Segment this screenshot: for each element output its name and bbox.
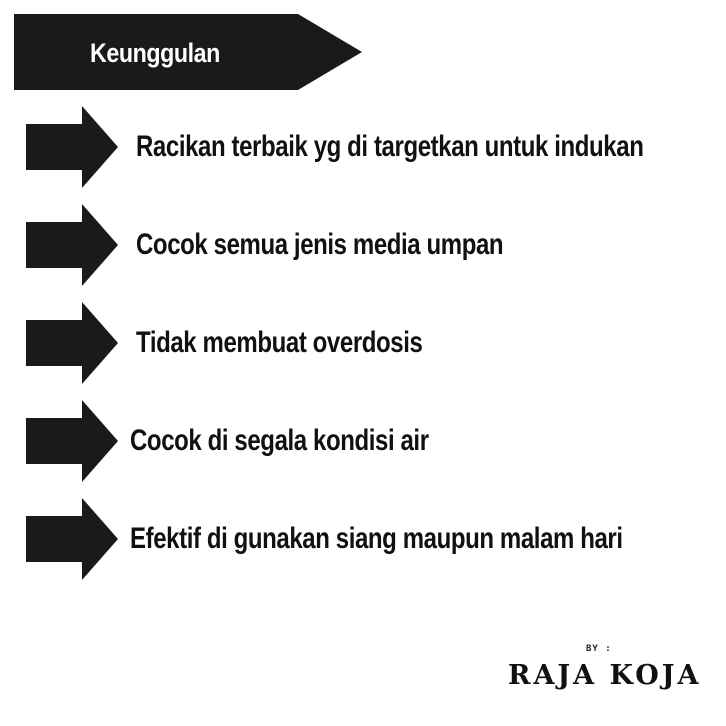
brand-by-text: BY : <box>586 644 612 654</box>
list-item <box>26 498 716 580</box>
page-title: Keunggulan <box>90 38 220 68</box>
list-item <box>26 302 716 384</box>
header-banner <box>14 14 362 90</box>
list-item-label: Cocok di segala kondisi air <box>130 424 429 457</box>
right-arrow-icon <box>26 302 118 384</box>
list-item-label: Efektif di gunakan siang maupun malam hari <box>130 522 623 555</box>
list-item <box>26 400 716 482</box>
list-item-label: Cocok semua jenis media umpan <box>136 228 504 261</box>
right-arrow-icon <box>26 498 118 580</box>
right-arrow-icon <box>26 400 118 482</box>
brand-name: RAJA KOJA <box>508 660 702 691</box>
brand-logo <box>508 644 708 704</box>
list-item-label: Racikan terbaik yg di targetkan untuk indukan <box>136 130 644 163</box>
right-arrow-icon <box>26 106 118 188</box>
list-item-label: Tidak membuat overdosis <box>136 326 423 359</box>
list-item <box>26 106 716 188</box>
list-item <box>26 204 716 286</box>
right-arrow-icon <box>26 204 118 286</box>
